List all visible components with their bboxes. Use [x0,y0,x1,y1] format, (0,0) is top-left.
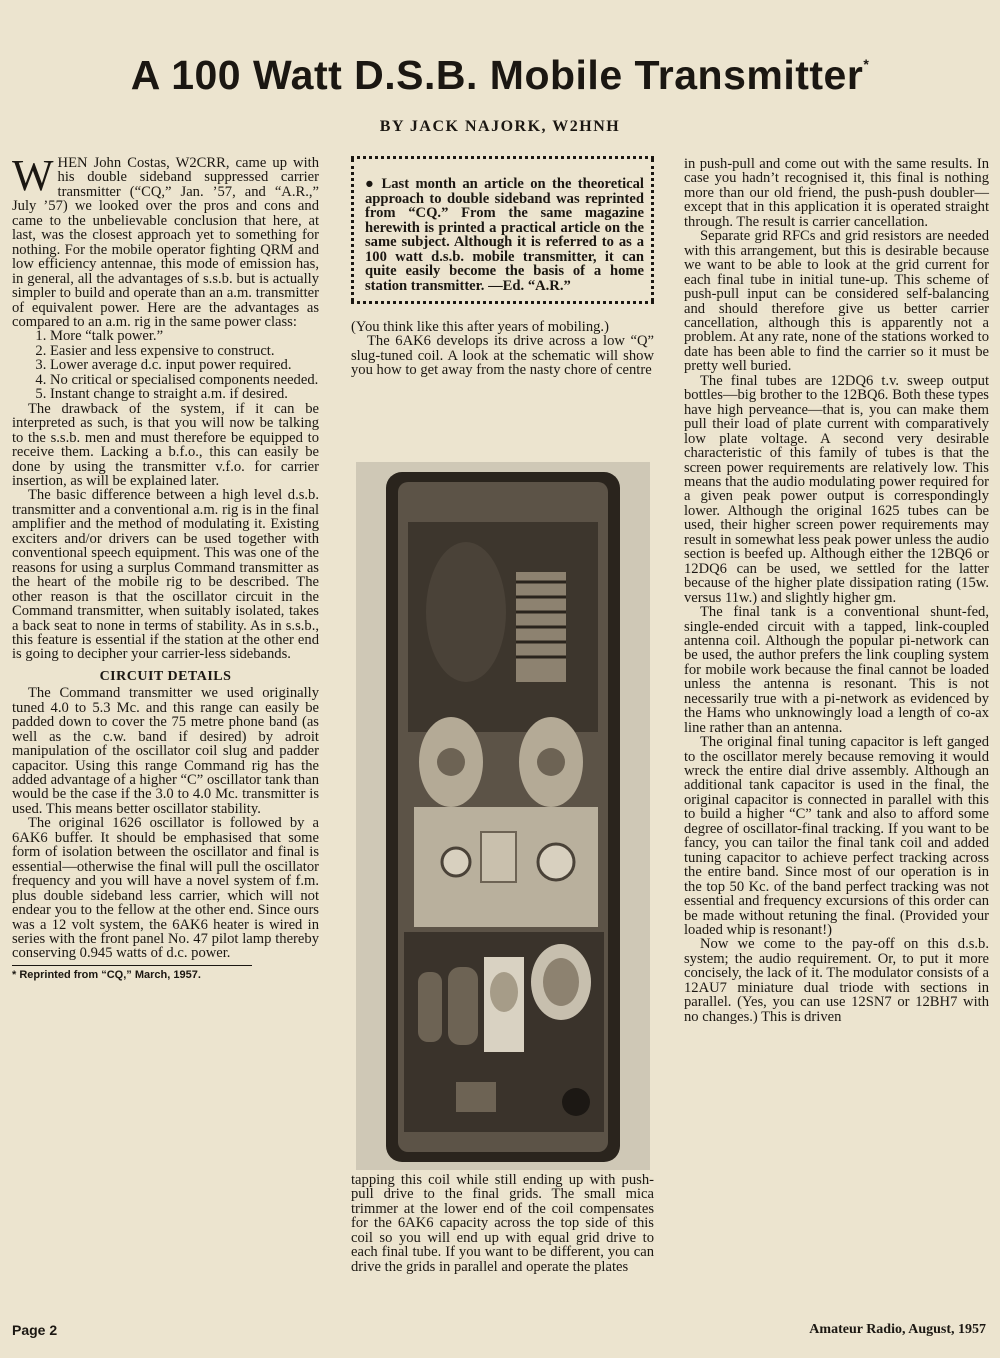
column-1 [12,151,319,982]
paragraph: The final tubes are 12DQ6 t.v. sweep output bottles—big brother to the 12BQ6. Both these types have high perveance—that is, you can make them pull their load of plate current with comparatively low plate voltage. A second very desirable characteristic of this family of tubes is that the screen power requirements are relatively low. This means that the audio modulating power required for a given peak power output is correspondingly lower. Although the original 1625 tubes can be used, their higher screen power requirements may result in somewhat less peak power unless the audio section is beefed up. Although either the 12BQ6 or 12DQ6 can be used, we settled for the latter because of the higher plate dissipation rating (15w. versus 11w.) and slightly higher gm. [684,372,989,606]
paragraph: tapping this coil while still ending up with push-pull drive to the final grids. The small mica trimmer at the lower end of the coil compensates for the 6AK6 capacity across the top side of this coil so you will end up with equal grid drive to each final tube. If you want to be different, you can drive the grids in parallel and operate the plates [351,1172,654,1275]
advantages-list [12,329,319,401]
paragraph: in push-pull and come out with the same results. In case you hadn’t recognised it, this final is nothing more than our old friend, the push-push doubler—except that in this application it is operated straight through. The result is carrier cancellation. [684,156,989,230]
paragraph: The Command transmitter we used originally tuned 4.0 to 5.3 Mc. and this range can easily be padded down to cover the 75 metre phone band (as well as the c.w. band if desired) by adroit manipulation of the oscillator coil slug and padder capacitor. Using this range Command rig has the added advantage of a higher “C” oscillator tank than would be the case if the 3.0 to 4.0 Mc. transmitter is used. This means better oscillator stability. [12,685,319,817]
byline: BY JACK NAJORK, W2HNH [379,118,621,135]
paragraph: (You think like this after years of mobiling.) [351,319,609,335]
title-footnote-mark: * [863,56,870,72]
column-3 [684,157,989,1024]
intro-text: HEN John Costas, W2CRR, came up with his double sideband suppressed carrier transmitter (“CQ,” Jan. ’57, and “A.R.,” July ’57) we looked over the pros and cons and came to the unbelievable conclusion that here, at last, was the closest approach yet to something for nothing. For the mobile operator fighting QRM and low efficiency antennae, this mode of emission has, in general, all the advantages of s.s.b. but is actually simpler to build and operate than an a.m. transmitter of equivalent power. Here are the advantages as compared to an a.m. rig in the same power class: [12,155,319,330]
paragraph: The original 1626 oscillator is followed by a 6AK6 buffer. It should be emphasised that some form of isolation between the oscillator and final is essential—otherwise the final will pull the oscillator frequency and you will have a novel system of f.m. plus double sideband less carrier, which will not endear you to the fellow at the other end. Since ours was a 12 volt system, the 6AK6 heater is wired in series with the front panel No. 47 pilot lamp thereby conserving 0.945 watts of d.c. power. [12,815,319,962]
column-2-continued [351,1173,654,1274]
paragraph: Now we come to the pay-off on this d.s.b. system; the audio requirement. Or, to put it more concisely, the lack of it. The modulator consists of a 12AU7 miniature dual triode with sections in parallel. (Yes, you can use 12SN7 or 12BH7 with no changes.) This is driven [684,936,989,1025]
list-item: 2. Easier and less expensive to construct. [50,344,319,358]
paragraph: The final tank is a conventional shunt-fed, single-ended circuit with a tapped, link-coupled antenna coil. Although the popular pi-network can be used, the author prefers the link coupling system for mobile work because the final cannot be loaded unless the antenna is resonant. This is not necessarily true with a pi-network as evidenced by the Hams who unknowingly load a length of co-ax line rather than an antenna. [684,604,989,736]
list-item: 5. Instant change to straight a.m. if desired. [50,387,319,401]
transmitter-photo-illustration [356,462,650,1170]
paragraph: The basic difference between a high level d.s.b. transmitter and a conventional a.m. rig is in the final amplifier and the method of modulating it. Existing exciters and/or drivers can be used together with conventional speech equipment. This was one of the reasons for using a surplus Command transmitter as the heart of the mobile rig to be described. The other reason is that the oscillator circuit in the Command transmitter, when suitably isolated, takes a back seat to none in terms of stability. As in s.s.b., this feature is essential if the station at the other end is going to decipher your carrier-less sidebands. [12,487,319,663]
editor-note [365,177,644,293]
list-item: 3. Lower average d.c. input power required. [50,358,319,372]
title-text: A 100 Watt D.S.B. Mobile Transmitter [130,52,864,98]
list-item: 1. More “talk power.” [50,329,319,343]
bullet-icon: ● [365,176,377,192]
editor-note-box [351,156,654,304]
footnote-divider [12,965,252,966]
column-2 [351,156,654,378]
transmitter-photo [356,462,650,1170]
intro-paragraph [12,151,319,330]
paragraph: The drawback of the system, if it can be interpreted as such, is that you will now be talking to the s.s.b. men and must therefore be equipped to receive them. Lacking a b.f.o., this can easily be done by using the transmitter v.f.o. for carrier insertion, as will be explained later. [12,400,319,489]
article-title [0,52,1000,99]
publication-line: Amateur Radio, August, 1957 [809,1322,986,1337]
paragraph: The original final tuning capacitor is left ganged to the oscillator merely because removing it would wreck the entire dial drive assembly. Although an additional tank capacitor is used in the final, the original capacitor is connected in parallel with this to build a higher “C” tank and also to afford some degree of oscillator-final tracking. If you want to be fancy, you can tailor the final tank coil and added tuning capacitor to achieve perfect tracking across the entire band. Since most of our operation is in the top 50 Kc. of the band perfect tracking was not essential and frequency excursions of this order can be made without retuning the final. (Provided your loaded whip is resonant!) [684,734,989,939]
page-number: Page 2 [12,1322,58,1338]
drop-cap: W [12,151,54,200]
footnote: * Reprinted from “CQ,” March, 1957. [12,968,201,981]
paragraph: Separate grid RFCs and grid resistors are needed with this arrangement, but this is desirable because we want to be able to look at the grid current for each final tube in initial tune-up. This scheme of push-pull input can be considered self-balancing and should therefore give us better carrier cancellation, although this is apparently not a problem. At any rate, none of the stations worked to date has been able to find the carrier so it must be pretty well buried. [684,228,989,375]
section-heading: CIRCUIT DETAILS [99,668,232,684]
list-item: 4. No critical or specialised components needed. [50,373,319,387]
editor-note-text: Last month an article on the theoretical approach to double sideband was reprinted from “CQ.” From the same magazine herewith is printed a practical article on the same subject. Although it is referred to as a 100 watt d.s.b. mobile transmitter, it can quite easily become the basis of a home station transmitter. —Ed. “A.R.” [365,176,644,294]
paragraph: The 6AK6 develops its drive across a low “Q” slug-tuned coil. A look at the schematic will show you how to get away from the nasty chore of centre [351,333,654,379]
